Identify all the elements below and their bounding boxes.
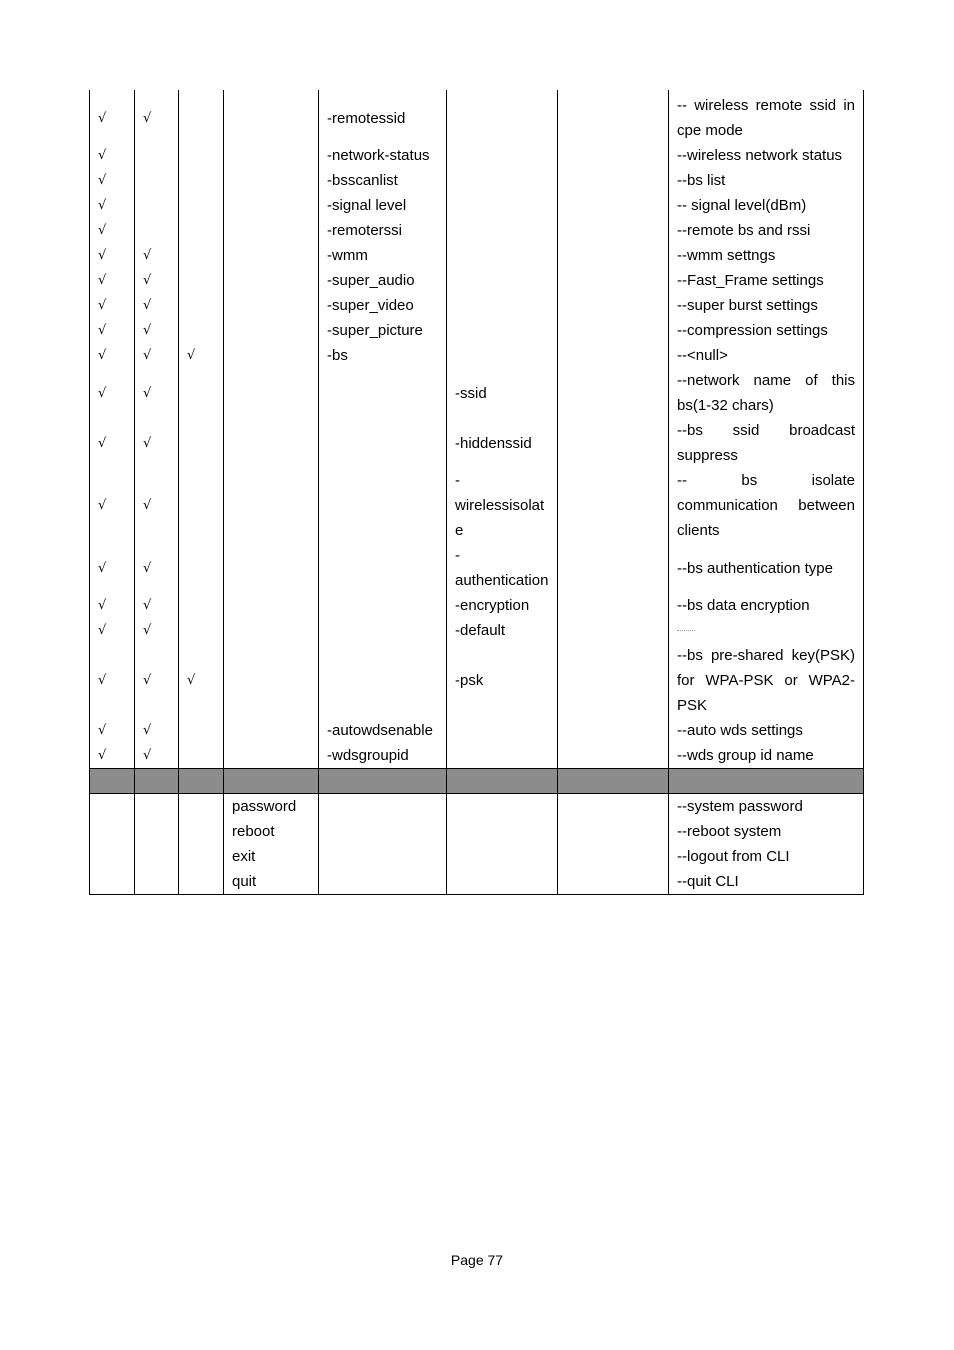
- separator-cell: [319, 769, 447, 794]
- check-col-1: √: [90, 743, 135, 769]
- check-col-1: √: [90, 90, 135, 143]
- description-cell: --Fast_Frame settings: [669, 268, 864, 293]
- check-col-1: [90, 819, 135, 844]
- extra-cell: [558, 368, 669, 418]
- description-cell: --compression settings: [669, 318, 864, 343]
- table-row: [90, 243, 864, 268]
- check-col-2: [135, 794, 179, 820]
- description-cell: -- signal level(dBm): [669, 193, 864, 218]
- table-row: [90, 143, 864, 168]
- description-cell: --wmm settngs: [669, 243, 864, 268]
- extra-cell: [558, 268, 669, 293]
- option-cell: [447, 743, 558, 769]
- command-cell: [224, 418, 319, 468]
- option-cell: [447, 318, 558, 343]
- option-cell: [447, 168, 558, 193]
- command-cell: [224, 468, 319, 543]
- subcommand-cell: [319, 794, 447, 820]
- check-col-2: √: [135, 418, 179, 468]
- subcommand-cell: -super_audio: [319, 268, 447, 293]
- command-cell: [224, 318, 319, 343]
- table-row: [90, 543, 864, 593]
- check-col-3: [179, 90, 224, 143]
- description-cell: --bs ssid broadcast suppress: [669, 418, 864, 468]
- option-cell: -authentication: [447, 543, 558, 593]
- command-cell: [224, 143, 319, 168]
- subcommand-cell: [319, 593, 447, 618]
- subcommand-cell: [319, 844, 447, 869]
- extra-cell: [558, 743, 669, 769]
- option-cell: -psk: [447, 643, 558, 718]
- check-col-1: √: [90, 243, 135, 268]
- description-cell: --system password: [669, 794, 864, 820]
- subcommand-cell: -autowdsenable: [319, 718, 447, 743]
- extra-cell: [558, 293, 669, 318]
- description-cell: --remote bs and rssi: [669, 218, 864, 243]
- check-col-1: √: [90, 168, 135, 193]
- check-col-2: √: [135, 368, 179, 418]
- separator-cell: [179, 769, 224, 794]
- check-col-1: √: [90, 543, 135, 593]
- subcommand-cell: -network-status: [319, 143, 447, 168]
- description-cell: [669, 618, 864, 643]
- check-col-3: [179, 743, 224, 769]
- check-col-3: [179, 844, 224, 869]
- check-col-2: √: [135, 343, 179, 368]
- check-col-3: [179, 543, 224, 593]
- extra-cell: [558, 718, 669, 743]
- command-cell: [224, 168, 319, 193]
- check-col-3: [179, 718, 224, 743]
- separator-cell: [558, 769, 669, 794]
- check-col-3: [179, 418, 224, 468]
- description-cell: --quit CLI: [669, 869, 864, 895]
- extra-cell: [558, 468, 669, 543]
- option-cell: [447, 844, 558, 869]
- description-cell: --logout from CLI: [669, 844, 864, 869]
- extra-cell: [558, 243, 669, 268]
- command-cell: [224, 643, 319, 718]
- check-col-2: [135, 168, 179, 193]
- check-col-1: √: [90, 643, 135, 718]
- command-cell: [224, 293, 319, 318]
- description-cell: --wds group id name: [669, 743, 864, 769]
- section-separator: [90, 769, 864, 794]
- option-cell: [447, 90, 558, 143]
- check-col-2: [135, 869, 179, 895]
- extra-cell: [558, 218, 669, 243]
- check-col-3: [179, 168, 224, 193]
- separator-cell: [90, 769, 135, 794]
- table-row: [90, 718, 864, 743]
- subcommand-cell: -wdsgroupid: [319, 743, 447, 769]
- option-cell: [447, 293, 558, 318]
- table-row: [90, 268, 864, 293]
- description-cell: -- bs isolate communication between clients: [669, 468, 864, 543]
- check-col-3: [179, 618, 224, 643]
- command-cell: [224, 718, 319, 743]
- command-cell: [224, 193, 319, 218]
- check-col-3: [179, 368, 224, 418]
- check-col-1: √: [90, 718, 135, 743]
- option-cell: [447, 718, 558, 743]
- check-col-3: [179, 794, 224, 820]
- command-cell: reboot: [224, 819, 319, 844]
- check-col-3: [179, 243, 224, 268]
- check-col-3: [179, 293, 224, 318]
- check-col-1: √: [90, 368, 135, 418]
- command-cell: [224, 268, 319, 293]
- table-row: [90, 618, 864, 643]
- option-cell: -wirelessisolate: [447, 468, 558, 543]
- table-row: [90, 643, 864, 718]
- option-cell: [447, 143, 558, 168]
- check-col-2: √: [135, 718, 179, 743]
- command-cell: [224, 343, 319, 368]
- table-row: [90, 193, 864, 218]
- separator-cell: [135, 769, 179, 794]
- command-cell: [224, 593, 319, 618]
- subcommand-cell: [319, 368, 447, 418]
- check-col-2: √: [135, 543, 179, 593]
- check-col-1: √: [90, 618, 135, 643]
- check-col-3: [179, 193, 224, 218]
- table-row: [90, 343, 864, 368]
- option-cell: [447, 869, 558, 895]
- subcommand-cell: -bs: [319, 343, 447, 368]
- check-col-2: √: [135, 743, 179, 769]
- command-cell: quit: [224, 869, 319, 895]
- check-col-2: [135, 819, 179, 844]
- subcommand-cell: -remoterssi: [319, 218, 447, 243]
- table-row: [90, 168, 864, 193]
- check-col-2: √: [135, 618, 179, 643]
- check-col-1: √: [90, 593, 135, 618]
- check-col-3: √: [179, 643, 224, 718]
- command-cell: [224, 243, 319, 268]
- extra-cell: [558, 90, 669, 143]
- check-col-2: √: [135, 643, 179, 718]
- check-col-2: √: [135, 593, 179, 618]
- subcommand-cell: -signal level: [319, 193, 447, 218]
- check-col-2: √: [135, 293, 179, 318]
- table-row: [90, 318, 864, 343]
- extra-cell: [558, 844, 669, 869]
- check-col-3: [179, 593, 224, 618]
- check-col-2: [135, 143, 179, 168]
- check-col-1: √: [90, 268, 135, 293]
- table-row: [90, 90, 864, 143]
- option-cell: [447, 343, 558, 368]
- check-col-3: [179, 218, 224, 243]
- description-cell: --auto wds settings: [669, 718, 864, 743]
- description-cell: --bs data encryption: [669, 593, 864, 618]
- check-col-2: √: [135, 468, 179, 543]
- table-row: [90, 869, 864, 895]
- subcommand-cell: [319, 869, 447, 895]
- subcommand-cell: [319, 618, 447, 643]
- description-cell: --bs pre-shared key(PSK) for WPA-PSK or WPA2-PSK: [669, 643, 864, 718]
- separator-cell: [224, 769, 319, 794]
- table-row: [90, 368, 864, 418]
- option-cell: [447, 243, 558, 268]
- check-col-2: [135, 844, 179, 869]
- check-col-1: √: [90, 143, 135, 168]
- dotted-placeholder: [677, 630, 695, 631]
- command-cell: password: [224, 794, 319, 820]
- subcommand-cell: -bsscanlist: [319, 168, 447, 193]
- extra-cell: [558, 168, 669, 193]
- separator-cell: [447, 769, 558, 794]
- check-col-1: √: [90, 318, 135, 343]
- subcommand-cell: [319, 468, 447, 543]
- check-col-1: √: [90, 418, 135, 468]
- description-cell: --network name of this bs(1-32 chars): [669, 368, 864, 418]
- command-cell: [224, 218, 319, 243]
- check-col-2: √: [135, 268, 179, 293]
- check-col-1: √: [90, 193, 135, 218]
- extra-cell: [558, 143, 669, 168]
- extra-cell: [558, 819, 669, 844]
- check-col-2: √: [135, 243, 179, 268]
- check-col-3: [179, 468, 224, 543]
- check-col-3: [179, 318, 224, 343]
- subcommand-cell: -super_video: [319, 293, 447, 318]
- command-cell: [224, 618, 319, 643]
- subcommand-cell: -remotessid: [319, 90, 447, 143]
- extra-cell: [558, 318, 669, 343]
- check-col-1: √: [90, 218, 135, 243]
- check-col-2: √: [135, 90, 179, 143]
- extra-cell: [558, 418, 669, 468]
- option-cell: [447, 193, 558, 218]
- check-col-1: √: [90, 293, 135, 318]
- table-row: [90, 743, 864, 769]
- option-cell: -hiddenssid: [447, 418, 558, 468]
- check-col-1: [90, 794, 135, 820]
- subcommand-cell: [319, 418, 447, 468]
- table-row: [90, 293, 864, 318]
- description-cell: --wireless network status: [669, 143, 864, 168]
- check-col-3: [179, 268, 224, 293]
- description-cell: --bs list: [669, 168, 864, 193]
- extra-cell: [558, 794, 669, 820]
- extra-cell: [558, 643, 669, 718]
- check-col-3: [179, 869, 224, 895]
- check-col-1: [90, 869, 135, 895]
- option-cell: [447, 794, 558, 820]
- page-number: Page 77: [450, 1252, 504, 1268]
- command-cell: [224, 543, 319, 593]
- description-cell: --bs authentication type: [669, 543, 864, 593]
- command-cell: exit: [224, 844, 319, 869]
- option-cell: -default: [447, 618, 558, 643]
- description-cell: --<null>: [669, 343, 864, 368]
- option-cell: -ssid: [447, 368, 558, 418]
- table-row: [90, 794, 864, 820]
- table-row: [90, 844, 864, 869]
- description-cell: --reboot system: [669, 819, 864, 844]
- extra-cell: [558, 193, 669, 218]
- subcommand-cell: -super_picture: [319, 318, 447, 343]
- command-cell: [224, 368, 319, 418]
- extra-cell: [558, 618, 669, 643]
- command-cell: [224, 90, 319, 143]
- description-cell: --super burst settings: [669, 293, 864, 318]
- extra-cell: [558, 869, 669, 895]
- subcommand-cell: [319, 643, 447, 718]
- option-cell: [447, 268, 558, 293]
- check-col-1: √: [90, 468, 135, 543]
- check-col-3: [179, 143, 224, 168]
- cli-command-table: [89, 90, 864, 895]
- check-col-3: [179, 819, 224, 844]
- check-col-2: √: [135, 318, 179, 343]
- check-col-2: [135, 193, 179, 218]
- option-cell: [447, 819, 558, 844]
- table-row: [90, 819, 864, 844]
- table-row: [90, 468, 864, 543]
- description-cell: -- wireless remote ssid in cpe mode: [669, 90, 864, 143]
- subcommand-cell: [319, 819, 447, 844]
- check-col-1: √: [90, 343, 135, 368]
- table-row: [90, 218, 864, 243]
- separator-cell: [669, 769, 864, 794]
- option-cell: [447, 218, 558, 243]
- subcommand-cell: [319, 543, 447, 593]
- extra-cell: [558, 343, 669, 368]
- check-col-3: √: [179, 343, 224, 368]
- table-row: [90, 593, 864, 618]
- subcommand-cell: -wmm: [319, 243, 447, 268]
- extra-cell: [558, 593, 669, 618]
- command-cell: [224, 743, 319, 769]
- extra-cell: [558, 543, 669, 593]
- check-col-1: [90, 844, 135, 869]
- option-cell: -encryption: [447, 593, 558, 618]
- check-col-2: [135, 218, 179, 243]
- table-row: [90, 418, 864, 468]
